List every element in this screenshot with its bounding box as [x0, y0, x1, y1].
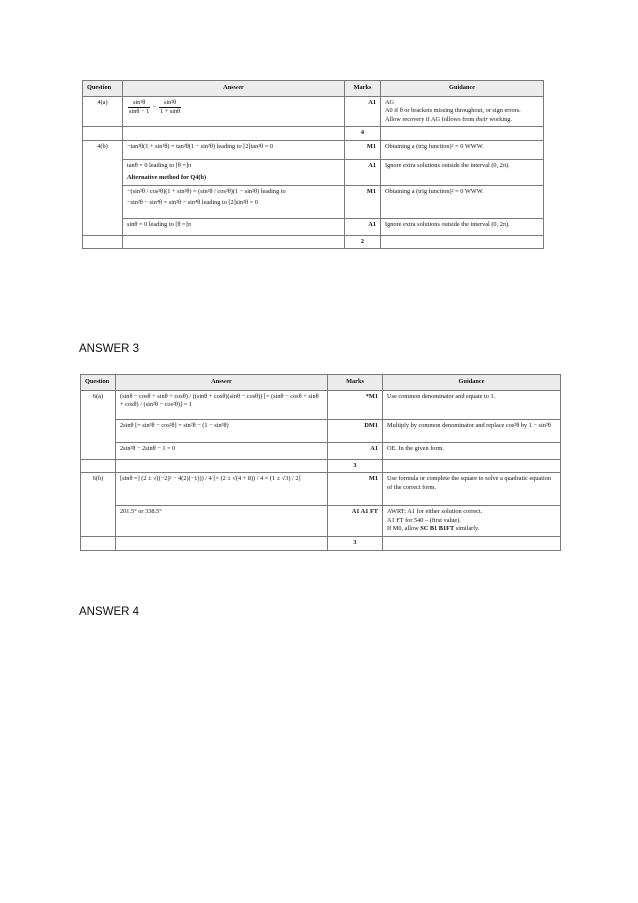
mark-scheme-table-1 [82, 80, 544, 249]
table-row [81, 442, 561, 459]
header-marks: Marks [328, 375, 383, 391]
table-row [83, 218, 544, 235]
total-marks: 2 [345, 235, 381, 249]
total-marks: 3 [328, 537, 383, 551]
table-row [81, 390, 561, 419]
table-row [83, 235, 544, 249]
total-marks: 4 [345, 127, 381, 141]
answer-cell: sinθ = 0 leading to [θ =]π [123, 218, 345, 235]
answer-cell: (sinθ − cosθ + sinθ + cosθ) / ((sinθ + cosθ)(sinθ − cosθ)) [= (sinθ − cosθ + sinθ + cosθ) / (sin²θ − cos²θ)] = 1 [116, 390, 328, 419]
question-label: 6(b) [81, 473, 116, 537]
table-row [81, 537, 561, 551]
table-row [81, 473, 561, 506]
header-answer: Answer [116, 375, 328, 391]
answer-cell: 201.5° or 338.5° [116, 506, 328, 537]
alt-method-title: Alternative method for Q4(b) [127, 174, 207, 181]
answer-cell: 2sin²θ − 2sinθ − 1 = 0 [116, 442, 328, 459]
guidance-cell: Multiply by common denominator and replace cos²θ by 1 − sin²θ [383, 419, 561, 442]
guidance-cell: Obtaining a (trig function)² = 0 WWW. [381, 185, 544, 218]
section-heading: ANSWER 3 [79, 343, 140, 355]
question-label: 6(a) [81, 390, 116, 459]
header-question: Question [81, 375, 116, 391]
mark-code: A1 A1 FT [328, 506, 383, 537]
fraction: $\frac{\text{sin²θ}}{1 + \sin\theta}$ [159, 98, 181, 115]
table-row [81, 459, 561, 473]
header-row [81, 375, 561, 391]
mark-code: M1 [328, 473, 383, 506]
table-row [83, 159, 544, 185]
question-label: 4(a) [83, 96, 123, 127]
table-row [83, 127, 544, 141]
answer-cell: $\frac{\text{sin²θ}}{\sin\theta - 1}$ − $\frac{\text{sin²θ}}{1 + \sin\theta}$ [123, 96, 345, 127]
total-marks: 3 [328, 459, 383, 473]
table-row [83, 96, 544, 127]
header-answer: Answer [123, 81, 345, 97]
mark-code: A1 [345, 159, 381, 185]
table-row [83, 140, 544, 159]
answer-cell: −(sin²θ / cos²θ)(1 + sin²θ) = (sin²θ / cos²θ)(1 − sin²θ) leading to −sin²θ − sin⁴θ = sin²θ − sin⁴θ leading to [2]sin²θ = 0 [123, 185, 345, 218]
header-guidance: Guidance [381, 81, 544, 97]
mark-code: A1 [345, 218, 381, 235]
table-row [83, 185, 544, 218]
mark-code: *M1 [328, 390, 383, 419]
header-row [83, 81, 544, 97]
mark-code: A1 [328, 442, 383, 459]
guidance-cell: AG A0 if θ or brackets missing throughout, or sign errors. Allow recovery if AG follows from their working. [381, 96, 544, 127]
header-guidance: Guidance [383, 375, 561, 391]
mark-code: M1 [345, 140, 381, 159]
header-question: Question [83, 81, 123, 97]
answer-cell: [sinθ =] (2 ± √((−2)² − 4(2)(−1))) / 4 [= (2 ± √(4 + 8)) / 4 = (1 ± √3) / 2] [116, 473, 328, 506]
answer-cell: tanθ = 0 leading to [θ =]π Alternative method for Q4(b) [123, 159, 345, 185]
answer-cell: −tan²θ(1 + sin²θ) = tan²θ(1 − sin²θ) leading to [2]tan²θ = 0 [123, 140, 345, 159]
guidance-cell: AWRT; A1 for either solution correct. A1 FT for 540 – (first value). If M0, allow SC B1 B1FT similarly. [383, 506, 561, 537]
table-row [81, 419, 561, 442]
fraction: $\frac{\text{sin²θ}}{\sin\theta - 1}$ [129, 98, 150, 115]
guidance-cell: OE. In the given form. [383, 442, 561, 459]
answer-cell: 2sinθ [= sin²θ − cos²θ] = sin²θ − (1 − sin²θ) [116, 419, 328, 442]
guidance-cell: Obtaining a (trig function)² = 0 WWW. [381, 140, 544, 159]
section-heading: ANSWER 4 [79, 606, 140, 618]
mark-code: M1 [345, 185, 381, 218]
mark-code: DM1 [328, 419, 383, 442]
mark-scheme-table-2 [80, 374, 561, 551]
guidance-cell: Ignore extra solutions outside the interval (0, 2π). [381, 218, 544, 235]
header-marks: Marks [345, 81, 381, 97]
mark-code: A1 [345, 96, 381, 127]
guidance-cell: Use formula or complete the square to solve a quadratic equation of the correct form. [383, 473, 561, 506]
guidance-cell: Use common denominator and equate to 1. [383, 390, 561, 419]
table-row [81, 506, 561, 537]
question-label: 4(b) [83, 140, 123, 235]
guidance-cell: Ignore extra solutions outside the interval (0, 2π). [381, 159, 544, 185]
